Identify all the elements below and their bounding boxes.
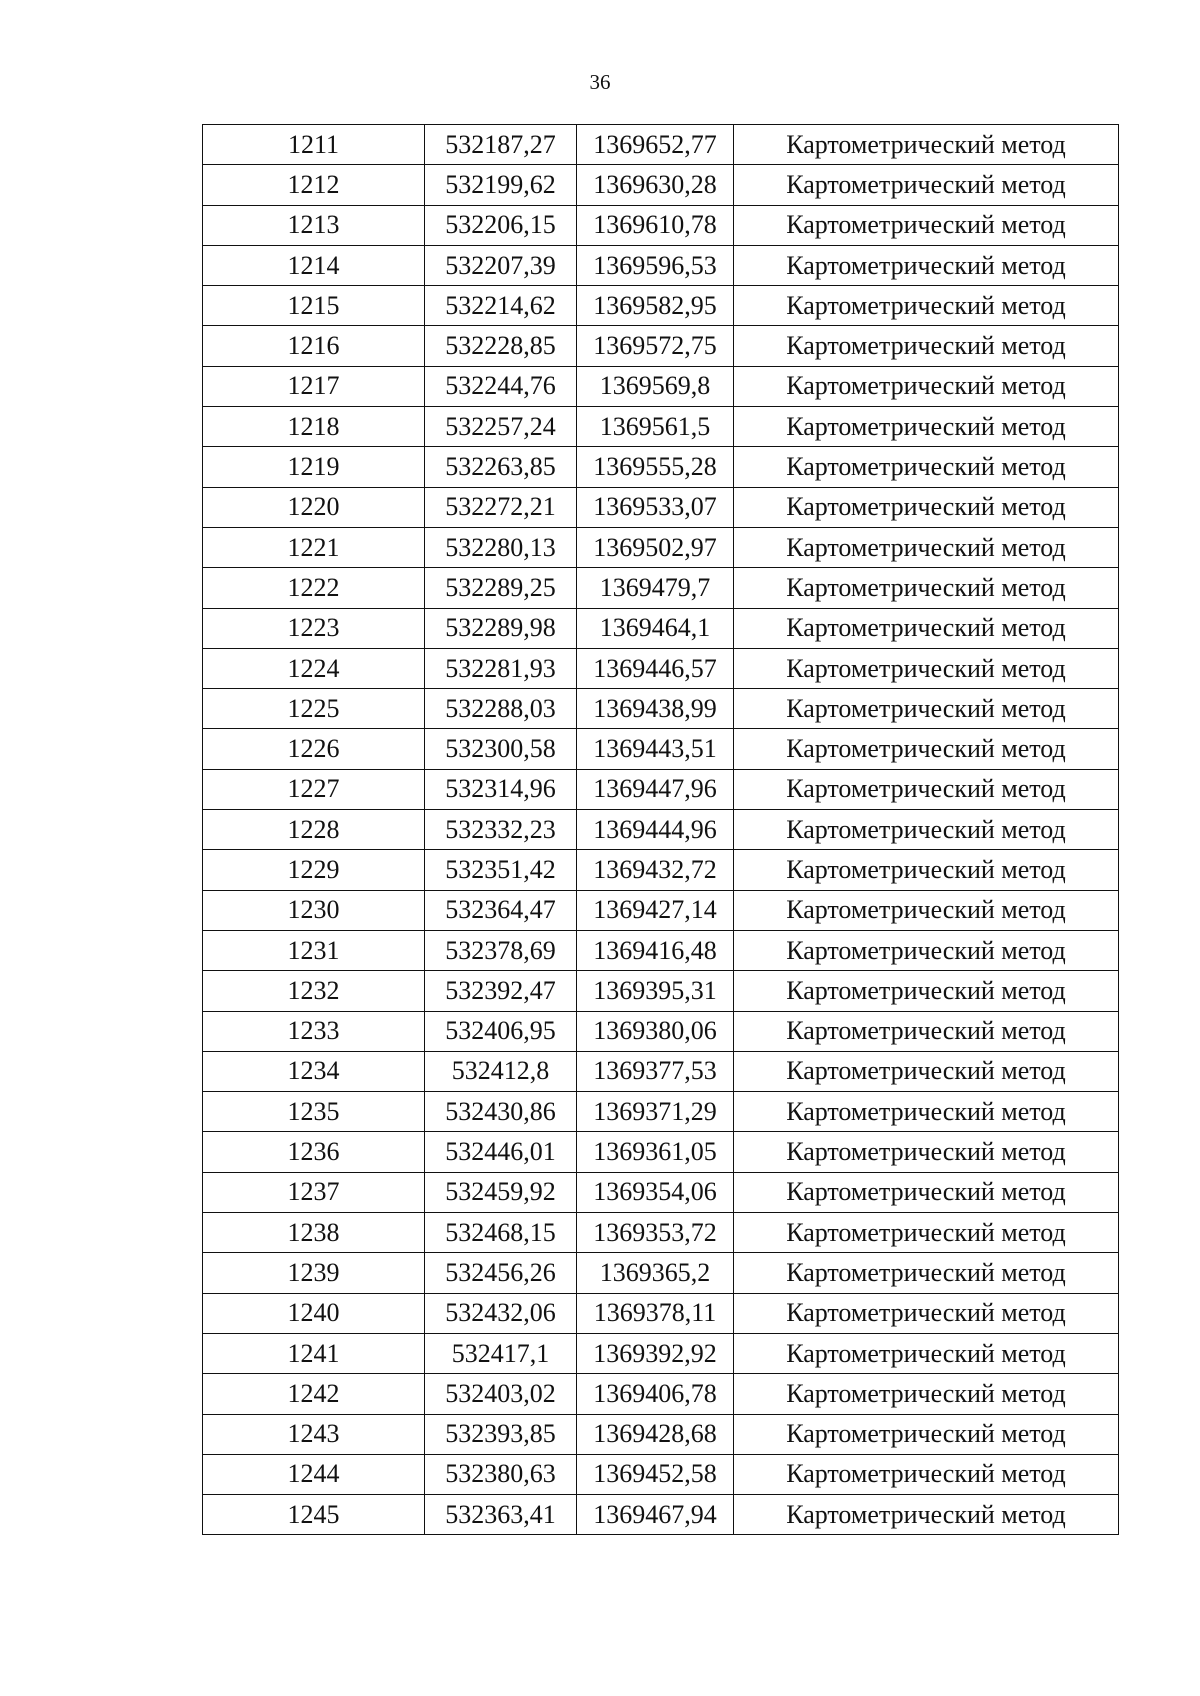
x-coordinate-cell: 532468,15 xyxy=(425,1213,577,1253)
y-coordinate-cell: 1369596,53 xyxy=(577,245,734,285)
point-number-cell: 1213 xyxy=(203,205,425,245)
table-row xyxy=(203,689,1119,729)
x-coordinate-cell: 532406,95 xyxy=(425,1011,577,1051)
point-number-cell: 1239 xyxy=(203,1253,425,1293)
point-number-cell: 1233 xyxy=(203,1011,425,1051)
table-row xyxy=(203,769,1119,809)
y-coordinate-cell: 1369428,68 xyxy=(577,1414,734,1454)
x-coordinate-cell: 532257,24 xyxy=(425,407,577,447)
method-cell: Картометрический метод xyxy=(734,971,1119,1011)
table-row xyxy=(203,366,1119,406)
method-cell: Картометрический метод xyxy=(734,608,1119,648)
method-cell: Картометрический метод xyxy=(734,648,1119,688)
point-number-cell: 1226 xyxy=(203,729,425,769)
table-row xyxy=(203,1293,1119,1333)
x-coordinate-cell: 532363,41 xyxy=(425,1495,577,1535)
method-cell: Картометрический метод xyxy=(734,769,1119,809)
method-cell: Картометрический метод xyxy=(734,568,1119,608)
y-coordinate-cell: 1369438,99 xyxy=(577,689,734,729)
coordinates-table xyxy=(202,124,1119,1535)
point-number-cell: 1221 xyxy=(203,527,425,567)
y-coordinate-cell: 1369443,51 xyxy=(577,729,734,769)
y-coordinate-cell: 1369452,58 xyxy=(577,1454,734,1494)
method-cell: Картометрический метод xyxy=(734,245,1119,285)
table-row xyxy=(203,890,1119,930)
x-coordinate-cell: 532272,21 xyxy=(425,487,577,527)
method-cell: Картометрический метод xyxy=(734,527,1119,567)
method-cell: Картометрический метод xyxy=(734,1051,1119,1091)
x-coordinate-cell: 532289,98 xyxy=(425,608,577,648)
point-number-cell: 1235 xyxy=(203,1092,425,1132)
table-row xyxy=(203,1495,1119,1535)
x-coordinate-cell: 532300,58 xyxy=(425,729,577,769)
point-number-cell: 1224 xyxy=(203,648,425,688)
method-cell: Картометрический метод xyxy=(734,165,1119,205)
method-cell: Картометрический метод xyxy=(734,366,1119,406)
method-cell: Картометрический метод xyxy=(734,810,1119,850)
point-number-cell: 1242 xyxy=(203,1374,425,1414)
point-number-cell: 1217 xyxy=(203,366,425,406)
table-row xyxy=(203,568,1119,608)
y-coordinate-cell: 1369447,96 xyxy=(577,769,734,809)
y-coordinate-cell: 1369444,96 xyxy=(577,810,734,850)
table-row xyxy=(203,125,1119,165)
y-coordinate-cell: 1369572,75 xyxy=(577,326,734,366)
x-coordinate-cell: 532281,93 xyxy=(425,648,577,688)
table-row xyxy=(203,527,1119,567)
y-coordinate-cell: 1369416,48 xyxy=(577,930,734,970)
y-coordinate-cell: 1369377,53 xyxy=(577,1051,734,1091)
y-coordinate-cell: 1369361,05 xyxy=(577,1132,734,1172)
x-coordinate-cell: 532380,63 xyxy=(425,1454,577,1494)
page-number: 36 xyxy=(589,70,611,94)
table-row xyxy=(203,930,1119,970)
x-coordinate-cell: 532403,02 xyxy=(425,1374,577,1414)
x-coordinate-cell: 532228,85 xyxy=(425,326,577,366)
x-coordinate-cell: 532187,27 xyxy=(425,125,577,165)
x-coordinate-cell: 532393,85 xyxy=(425,1414,577,1454)
y-coordinate-cell: 1369365,2 xyxy=(577,1253,734,1293)
x-coordinate-cell: 532199,62 xyxy=(425,165,577,205)
y-coordinate-cell: 1369378,11 xyxy=(577,1293,734,1333)
table-row xyxy=(203,1092,1119,1132)
method-cell: Картометрический метод xyxy=(734,689,1119,729)
point-number-cell: 1218 xyxy=(203,407,425,447)
method-cell: Картометрический метод xyxy=(734,1414,1119,1454)
table-row xyxy=(203,971,1119,1011)
y-coordinate-cell: 1369380,06 xyxy=(577,1011,734,1051)
table-row xyxy=(203,1333,1119,1373)
method-cell: Картометрический метод xyxy=(734,1374,1119,1414)
method-cell: Картометрический метод xyxy=(734,125,1119,165)
method-cell: Картометрический метод xyxy=(734,1092,1119,1132)
point-number-cell: 1211 xyxy=(203,125,425,165)
table-row xyxy=(203,326,1119,366)
x-coordinate-cell: 532244,76 xyxy=(425,366,577,406)
point-number-cell: 1216 xyxy=(203,326,425,366)
y-coordinate-cell: 1369427,14 xyxy=(577,890,734,930)
table-row xyxy=(203,245,1119,285)
x-coordinate-cell: 532332,23 xyxy=(425,810,577,850)
point-number-cell: 1237 xyxy=(203,1172,425,1212)
table-row xyxy=(203,447,1119,487)
point-number-cell: 1230 xyxy=(203,890,425,930)
point-number-cell: 1222 xyxy=(203,568,425,608)
table-row xyxy=(203,648,1119,688)
point-number-cell: 1232 xyxy=(203,971,425,1011)
x-coordinate-cell: 532206,15 xyxy=(425,205,577,245)
method-cell: Картометрический метод xyxy=(734,487,1119,527)
method-cell: Картометрический метод xyxy=(734,930,1119,970)
point-number-cell: 1240 xyxy=(203,1293,425,1333)
table-row xyxy=(203,850,1119,890)
table-row xyxy=(203,1414,1119,1454)
y-coordinate-cell: 1369354,06 xyxy=(577,1172,734,1212)
x-coordinate-cell: 532263,85 xyxy=(425,447,577,487)
table-row xyxy=(203,1454,1119,1494)
point-number-cell: 1241 xyxy=(203,1333,425,1373)
y-coordinate-cell: 1369582,95 xyxy=(577,286,734,326)
x-coordinate-cell: 532456,26 xyxy=(425,1253,577,1293)
method-cell: Картометрический метод xyxy=(734,286,1119,326)
y-coordinate-cell: 1369555,28 xyxy=(577,447,734,487)
method-cell: Картометрический метод xyxy=(734,1213,1119,1253)
method-cell: Картометрический метод xyxy=(734,407,1119,447)
point-number-cell: 1214 xyxy=(203,245,425,285)
table-row xyxy=(203,487,1119,527)
x-coordinate-cell: 532459,92 xyxy=(425,1172,577,1212)
x-coordinate-cell: 532417,1 xyxy=(425,1333,577,1373)
table-row xyxy=(203,608,1119,648)
x-coordinate-cell: 532378,69 xyxy=(425,930,577,970)
y-coordinate-cell: 1369502,97 xyxy=(577,527,734,567)
x-coordinate-cell: 532446,01 xyxy=(425,1132,577,1172)
x-coordinate-cell: 532314,96 xyxy=(425,769,577,809)
x-coordinate-cell: 532289,25 xyxy=(425,568,577,608)
y-coordinate-cell: 1369432,72 xyxy=(577,850,734,890)
table-row xyxy=(203,165,1119,205)
y-coordinate-cell: 1369406,78 xyxy=(577,1374,734,1414)
table-row xyxy=(203,407,1119,447)
method-cell: Картометрический метод xyxy=(734,1333,1119,1373)
point-number-cell: 1243 xyxy=(203,1414,425,1454)
table-row xyxy=(203,1213,1119,1253)
coordinates-table-body xyxy=(203,125,1119,1535)
point-number-cell: 1229 xyxy=(203,850,425,890)
x-coordinate-cell: 532432,06 xyxy=(425,1293,577,1333)
table-row xyxy=(203,1132,1119,1172)
table-row xyxy=(203,1374,1119,1414)
table-row xyxy=(203,1051,1119,1091)
y-coordinate-cell: 1369464,1 xyxy=(577,608,734,648)
method-cell: Картометрический метод xyxy=(734,1495,1119,1535)
table-row xyxy=(203,1253,1119,1293)
method-cell: Картометрический метод xyxy=(734,729,1119,769)
point-number-cell: 1219 xyxy=(203,447,425,487)
table-row xyxy=(203,729,1119,769)
x-coordinate-cell: 532214,62 xyxy=(425,286,577,326)
method-cell: Картометрический метод xyxy=(734,1132,1119,1172)
point-number-cell: 1244 xyxy=(203,1454,425,1494)
method-cell: Картометрический метод xyxy=(734,1011,1119,1051)
x-coordinate-cell: 532207,39 xyxy=(425,245,577,285)
point-number-cell: 1231 xyxy=(203,930,425,970)
point-number-cell: 1227 xyxy=(203,769,425,809)
point-number-cell: 1220 xyxy=(203,487,425,527)
x-coordinate-cell: 532351,42 xyxy=(425,850,577,890)
y-coordinate-cell: 1369395,31 xyxy=(577,971,734,1011)
point-number-cell: 1238 xyxy=(203,1213,425,1253)
method-cell: Картометрический метод xyxy=(734,890,1119,930)
method-cell: Картометрический метод xyxy=(734,1454,1119,1494)
point-number-cell: 1228 xyxy=(203,810,425,850)
y-coordinate-cell: 1369353,72 xyxy=(577,1213,734,1253)
y-coordinate-cell: 1369371,29 xyxy=(577,1092,734,1132)
method-cell: Картометрический метод xyxy=(734,1293,1119,1333)
point-number-cell: 1223 xyxy=(203,608,425,648)
y-coordinate-cell: 1369652,77 xyxy=(577,125,734,165)
y-coordinate-cell: 1369533,07 xyxy=(577,487,734,527)
point-number-cell: 1236 xyxy=(203,1132,425,1172)
point-number-cell: 1225 xyxy=(203,689,425,729)
y-coordinate-cell: 1369467,94 xyxy=(577,1495,734,1535)
point-number-cell: 1215 xyxy=(203,286,425,326)
table-row xyxy=(203,810,1119,850)
method-cell: Картометрический метод xyxy=(734,1172,1119,1212)
table-row xyxy=(203,286,1119,326)
point-number-cell: 1245 xyxy=(203,1495,425,1535)
table-row xyxy=(203,1011,1119,1051)
y-coordinate-cell: 1369561,5 xyxy=(577,407,734,447)
x-coordinate-cell: 532412,8 xyxy=(425,1051,577,1091)
y-coordinate-cell: 1369479,7 xyxy=(577,568,734,608)
y-coordinate-cell: 1369392,92 xyxy=(577,1333,734,1373)
x-coordinate-cell: 532364,47 xyxy=(425,890,577,930)
y-coordinate-cell: 1369630,28 xyxy=(577,165,734,205)
x-coordinate-cell: 532288,03 xyxy=(425,689,577,729)
method-cell: Картометрический метод xyxy=(734,1253,1119,1293)
point-number-cell: 1212 xyxy=(203,165,425,205)
point-number-cell: 1234 xyxy=(203,1051,425,1091)
y-coordinate-cell: 1369610,78 xyxy=(577,205,734,245)
x-coordinate-cell: 532392,47 xyxy=(425,971,577,1011)
table-row xyxy=(203,205,1119,245)
table-row xyxy=(203,1172,1119,1212)
y-coordinate-cell: 1369569,8 xyxy=(577,366,734,406)
x-coordinate-cell: 532280,13 xyxy=(425,527,577,567)
method-cell: Картометрический метод xyxy=(734,850,1119,890)
y-coordinate-cell: 1369446,57 xyxy=(577,648,734,688)
method-cell: Картометрический метод xyxy=(734,205,1119,245)
x-coordinate-cell: 532430,86 xyxy=(425,1092,577,1132)
method-cell: Картометрический метод xyxy=(734,447,1119,487)
method-cell: Картометрический метод xyxy=(734,326,1119,366)
